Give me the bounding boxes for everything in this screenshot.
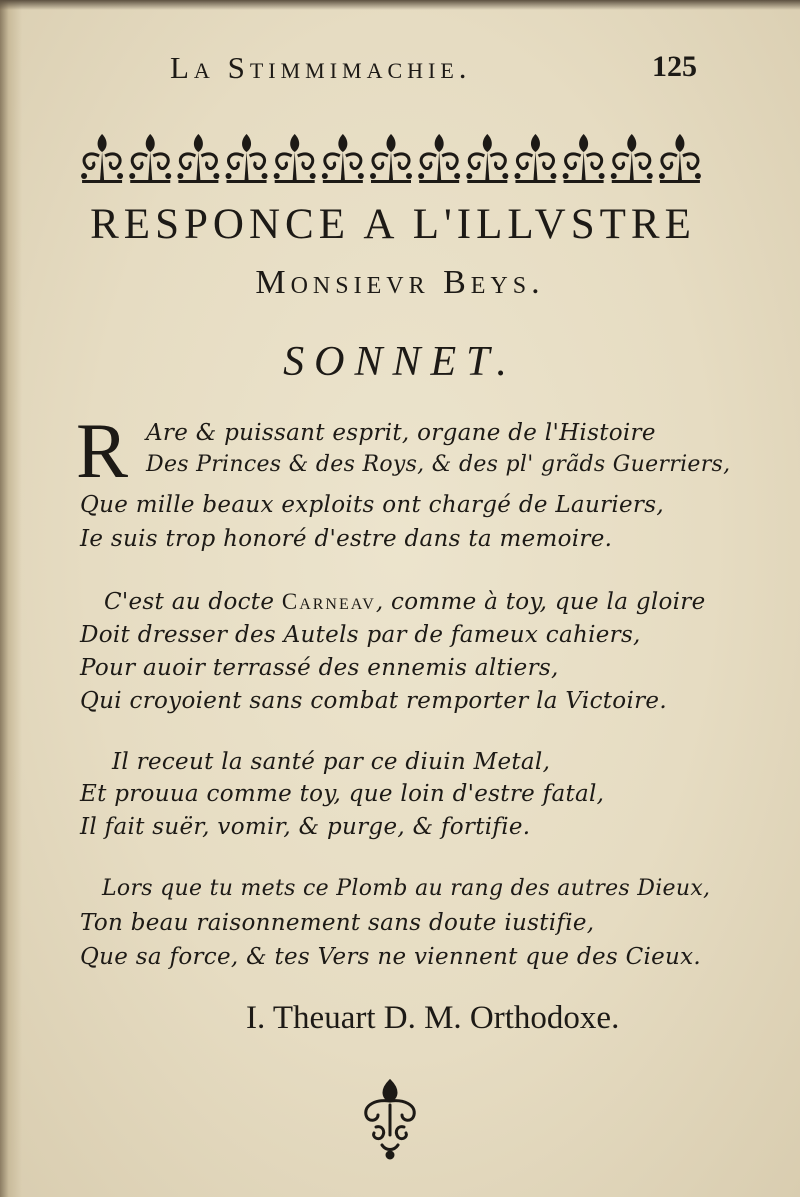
fleuron-unit bbox=[81, 134, 123, 183]
stanza1-line2: Des Princes & des Roys, & des pl' grãds Guerriers, bbox=[146, 452, 731, 477]
stanza2-line1-end: , comme à toy, que la gloire bbox=[375, 589, 706, 615]
fleuron-unit bbox=[611, 134, 653, 183]
title-line-1: RESPONCE A L'ILLVSTRE bbox=[90, 201, 696, 248]
title-line-2: Monsievr Beys. bbox=[255, 264, 545, 301]
fleuron-unit bbox=[563, 134, 605, 183]
stanza3-line3: Il fait suër, vomir, & purge, & fortifie. bbox=[80, 814, 531, 840]
fleuron-unit bbox=[514, 134, 556, 183]
stanza2-line4: Qui croyoient sans combat remporter la Victoire. bbox=[80, 688, 667, 714]
stanza2-name-carneau: Carneav bbox=[281, 589, 376, 614]
cul-de-lampe-icon bbox=[352, 1075, 428, 1161]
page-top-edge bbox=[0, 0, 800, 10]
page-number: 125 bbox=[652, 50, 697, 83]
stanza2-line3: Pour auoir terrassé des ennemis altiers, bbox=[80, 655, 559, 681]
stanza4-line1: Lors que tu mets ce Plomb au rang des autres Dieux, bbox=[102, 876, 711, 901]
fleuron-unit bbox=[177, 134, 219, 183]
stanza3-line2: Et prouua comme toy, que loin d'estre fatal, bbox=[80, 781, 605, 807]
fleuron-unit bbox=[466, 134, 508, 183]
stanza4-line2: Ton beau raisonnement sans doute iustifie, bbox=[80, 910, 595, 936]
stanza2-line2: Doit dresser des Autels par de fameux cahiers, bbox=[80, 622, 641, 648]
stanza4-line3: Que sa force, & tes Vers ne viennent que des Cieux. bbox=[80, 944, 702, 970]
fleuron-unit bbox=[370, 134, 412, 183]
fleuron-band-icon bbox=[78, 130, 704, 186]
fleuron-unit bbox=[274, 134, 316, 183]
poem-type-heading: SONNET. bbox=[283, 339, 517, 385]
fleuron-unit bbox=[418, 134, 460, 183]
fleuron-unit bbox=[322, 134, 364, 183]
fleuron-unit bbox=[226, 134, 268, 183]
fleuron-unit bbox=[659, 134, 701, 183]
stanza2-line1 bbox=[104, 589, 706, 615]
page-gutter-shadow bbox=[0, 0, 22, 1197]
stanza1-line3: Que mille beaux exploits ont chargé de Lauriers, bbox=[80, 492, 664, 518]
stanza2-line1-start: C'est au docte bbox=[104, 589, 275, 615]
author-signature: I. Theuart D. M. Orthodoxe. bbox=[246, 1000, 620, 1036]
stanza1-line1: Are & puissant esprit, organe de l'Histoire bbox=[146, 420, 656, 446]
stanza1-line4: Ie suis trop honoré d'estre dans ta memoire. bbox=[80, 526, 613, 552]
fleuron-unit bbox=[129, 134, 171, 183]
stanza3-line1: Il receut la santé par ce diuin Metal, bbox=[112, 749, 551, 775]
drop-cap: R bbox=[76, 407, 129, 494]
running-title: La Stimmimachie. bbox=[170, 50, 472, 85]
